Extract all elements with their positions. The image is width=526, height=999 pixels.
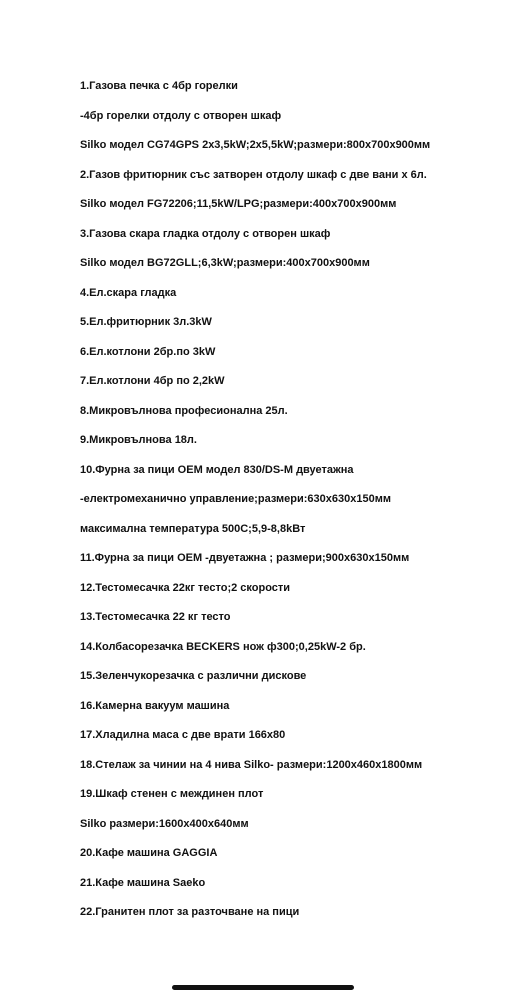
list-line: 9.Микровълнова 18л. bbox=[80, 434, 197, 446]
list-line: 15.Зеленчукорезачка с различни дискове bbox=[80, 670, 307, 682]
list-line: 1.Газова печка с 4бр горелки bbox=[80, 80, 238, 92]
list-line: 6.Ел.котлони 2бр.по 3kW bbox=[80, 345, 216, 358]
list-line: 16.Камерна вакуум машина bbox=[80, 699, 230, 712]
list-line: 3.Газова скара гладка отдолу с отворен шкаф bbox=[80, 227, 331, 240]
home-indicator[interactable] bbox=[172, 985, 354, 990]
list-line: 12.Тестомесачка 22кг тесто;2 скорости bbox=[80, 581, 291, 594]
list-line: 2.Газов фритюрник със затворен отдолу шкаф с две вани х 6л. bbox=[80, 168, 427, 181]
list-line: 5.Ел.фритюрник 3л.3kW bbox=[80, 316, 212, 328]
list-line: 20.Кафе машина GAGGIA bbox=[80, 847, 218, 859]
list-line: 17.Хладилна маса с две врати 166x80 bbox=[80, 729, 286, 741]
list-line: -електромеханично управление;размери:630x630x150мм bbox=[80, 493, 391, 505]
list-line: 21.Кафе машина Saeko bbox=[80, 876, 206, 889]
list-line: 19.Шкаф стенен с междинен плот bbox=[80, 788, 264, 800]
list-line: -4бр горелки отдолу с отворен шкаф bbox=[80, 109, 282, 122]
list-line: 7.Ел.котлони 4бр по 2,2kW bbox=[80, 375, 225, 387]
list-line: Silko модел FG72206;11,5kW/LPG;размери:400x700x900мм bbox=[80, 198, 397, 210]
list-line: 10.Фурна за пици OEM модел 830/DS-M двуетажна bbox=[80, 463, 354, 476]
list-line: Silko модел BG72GLL;6,3kW;размери:400x700x900мм bbox=[80, 257, 370, 269]
equipment-list bbox=[80, 79, 520, 935]
list-line: 8.Микровълнова професионална 25л. bbox=[80, 404, 288, 417]
list-line: 13.Тестомесачка 22 кг тесто bbox=[80, 611, 231, 623]
list-line: 22.Гранитен плот за разточване на пици bbox=[80, 906, 300, 918]
list-line: Silko размери:1600x400x640мм bbox=[80, 817, 249, 830]
list-line: 18.Стелаж за чинии на 4 нива Silko- размери:1200x460x1800мм bbox=[80, 758, 423, 771]
list-line: 14.Колбасорезачка BECKERS нож ф300;0,25kW-2 бр. bbox=[80, 640, 366, 653]
list-line: 4.Ел.скара гладка bbox=[80, 286, 177, 299]
list-line: максимална температура 500С;5,9-8,8kВт bbox=[80, 522, 306, 535]
list-line: 11.Фурна за пици OEM -двуетажна ; размери;900x630x150мм bbox=[80, 552, 410, 564]
list-line: Silko модел CG74GPS 2x3,5kW;2x5,5kW;размери:800x700x900мм bbox=[80, 139, 431, 151]
